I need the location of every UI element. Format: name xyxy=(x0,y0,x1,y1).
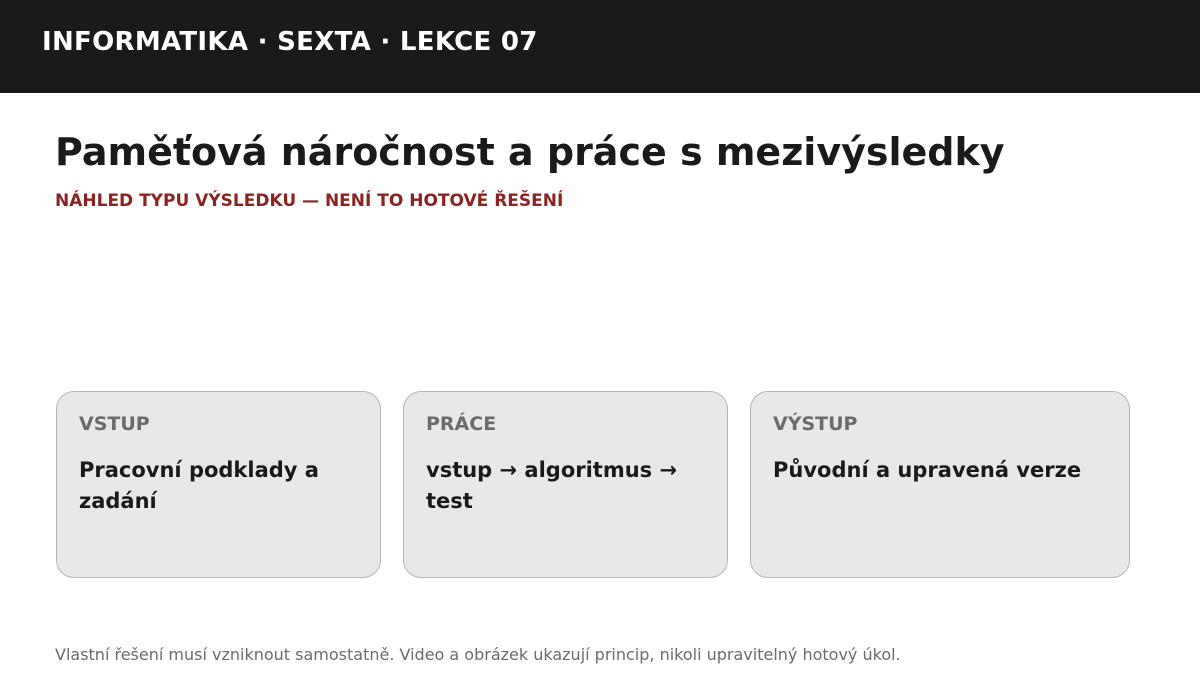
page-title: Paměťová náročnost a práce s mezivýsledky xyxy=(55,130,1005,174)
page-subtitle: NÁHLED TYPU VÝSLEDKU — NENÍ TO HOTOVÉ ŘEŠENÍ xyxy=(55,191,564,211)
course-label: INFORMATIKA · SEXTA · LEKCE 07 xyxy=(42,27,538,57)
card-text: vstup → algoritmus → test xyxy=(426,458,678,513)
card-output xyxy=(750,391,1130,578)
card-label: VÝSTUP xyxy=(773,413,858,435)
card-input xyxy=(56,391,381,578)
header-bar xyxy=(0,0,1200,93)
card-label: PRÁCE xyxy=(426,413,497,435)
card-text: Pracovní podklady a zadání xyxy=(79,458,319,513)
footer-note: Vlastní řešení musí vzniknout samostatně. Video a obrázek ukazují princip, nikoli upravitelný hotový úkol. xyxy=(55,645,901,664)
card-label: VSTUP xyxy=(79,413,150,435)
card-text: Původní a upravená verze xyxy=(773,458,1082,482)
card-work xyxy=(403,391,728,578)
